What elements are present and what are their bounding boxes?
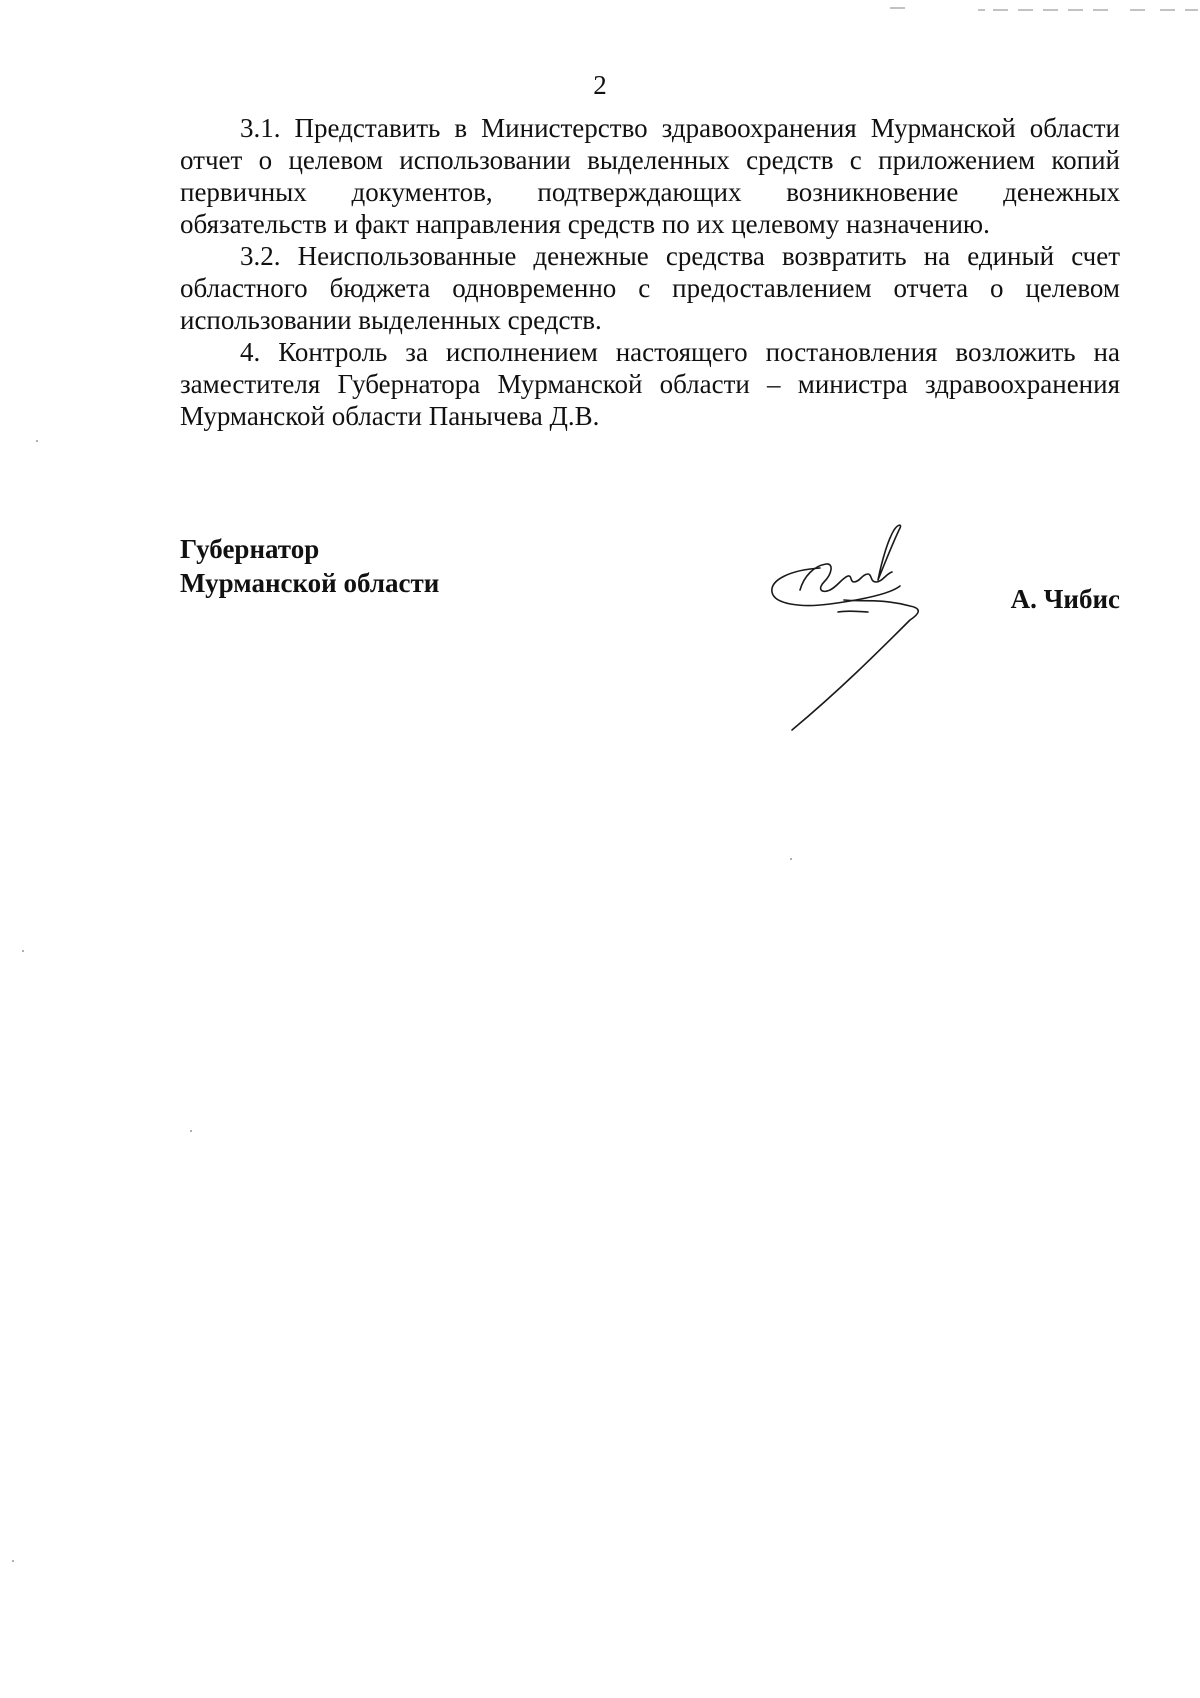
signer-title-line-1: Губернатор [180, 534, 320, 564]
handwritten-signature [760, 520, 960, 740]
document-body [180, 112, 1120, 432]
signer-title-line-2: Мурманской области [180, 568, 440, 598]
scan-speck [22, 950, 24, 952]
signer-title [180, 532, 439, 600]
page-number: 2 [593, 70, 607, 100]
scan-speck [790, 858, 792, 860]
paragraph-3-2: 3.2. Неиспользованные денежные средства возвратить на единый счет областного бюджета одновременно с предоставлением отчета о целевом использовании выделенных средств. [180, 241, 1120, 335]
signer-name: А. Чибис [1010, 584, 1120, 614]
scan-speck [12, 1560, 14, 1562]
paragraph-4: 4. Контроль за исполнением настоящего постановления возложить на заместителя Губернатора Мурманской области – министра здравоохранения Мурманской области Панычева Д.В. [180, 337, 1120, 431]
signature-block [180, 532, 1120, 762]
scan-edge-marks [0, 0, 1200, 20]
scan-speck [36, 440, 38, 442]
paragraph-3-1: 3.1. Представить в Министерство здравоохранения Мурманской области отчет о целевом использовании выделенных средств с приложением копий первичных документов, подтверждающих возникновение денежных обязательств и факт направления средств по их целевому назначению. [180, 113, 1120, 239]
scan-speck [190, 1130, 192, 1132]
